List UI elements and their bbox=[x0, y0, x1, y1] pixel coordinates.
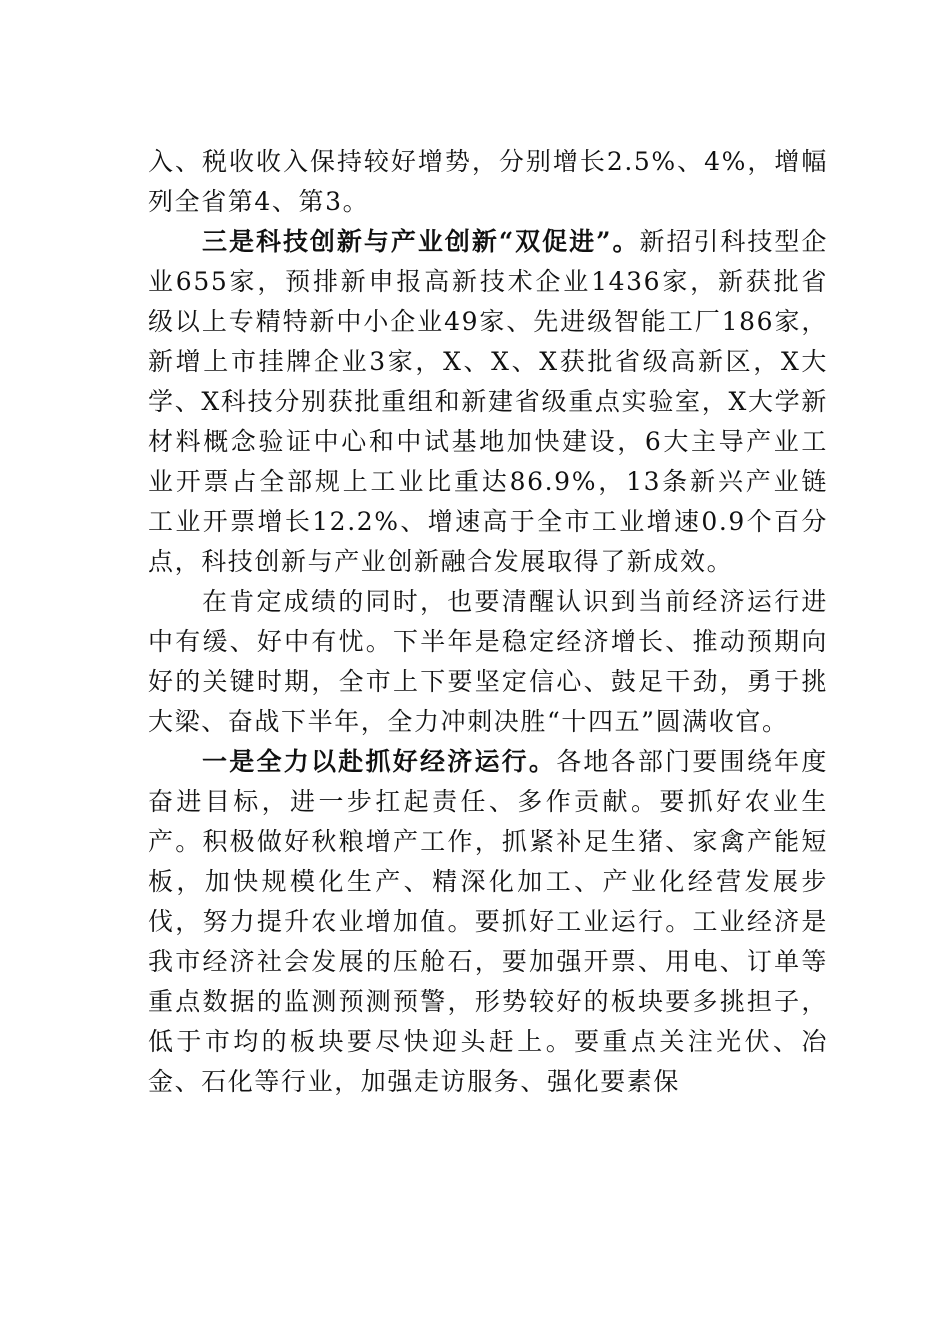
document-page bbox=[148, 142, 828, 1102]
paragraph-outlook bbox=[148, 582, 828, 742]
paragraph-text: 在肯定成绩的同时，也要清醒认识到当前经济运行进中有缓、好中有忧。下半年是稳定经济增长、推动预期向好的关键时期，全市上下要坚定信心、鼓足干劲，勇于挑大梁、奋战下半年，全力冲刺决胜“十四五”圆满收官。 bbox=[148, 587, 828, 736]
paragraph-lead-heading: 一是全力以赴抓好经济运行。 bbox=[202, 747, 557, 776]
paragraph-lead-heading: 三是科技创新与产业创新“双促进”。 bbox=[202, 227, 640, 256]
paragraph-tech-innovation bbox=[148, 222, 828, 582]
paragraph-continuation bbox=[148, 142, 828, 222]
paragraph-economic-operation bbox=[148, 742, 828, 1102]
paragraph-text: 各地各部门要围绕年度奋进目标，进一步扛起责任、多作贡献。要抓好农业生产。积极做好秋粮增产工作，抓紧补足生猪、家禽产能短板，加快规模化生产、精深化加工、产业化经营发展步伐，努力提升农业增加值。要抓好工业运行。工业经济是我市经济社会发展的压舱石，要加强开票、用电、订单等重点数据的监测预测预警，形势较好的板块要多挑担子，低于市均的板块要尽快迎头赶上。要重点关注光伏、冶金、石化等行业，加强走访服务、强化要素保 bbox=[148, 747, 828, 1096]
paragraph-text: 入、税收收入保持较好增势，分别增长2.5%、4%，增幅列全省第4、第3。 bbox=[148, 147, 828, 216]
paragraph-text: 新招引科技型企业655家，预排新申报高新技术企业1436家，新获批省级以上专精特新中小企业49家、先进级智能工厂186家，新增上市挂牌企业3家，X、X、X获批省级高新区，X大学、X科技分别获批重组和新建省级重点实验室，X大学新材料概念验证中心和中试基地加快建设，6大主导产业工业开票占全部规上工业比重达86.9%，13条新兴产业链工业开票增长12.2%、增速高于全市工业增速0.9个百分点，科技创新与产业创新融合发展取得了新成效。 bbox=[148, 227, 829, 576]
